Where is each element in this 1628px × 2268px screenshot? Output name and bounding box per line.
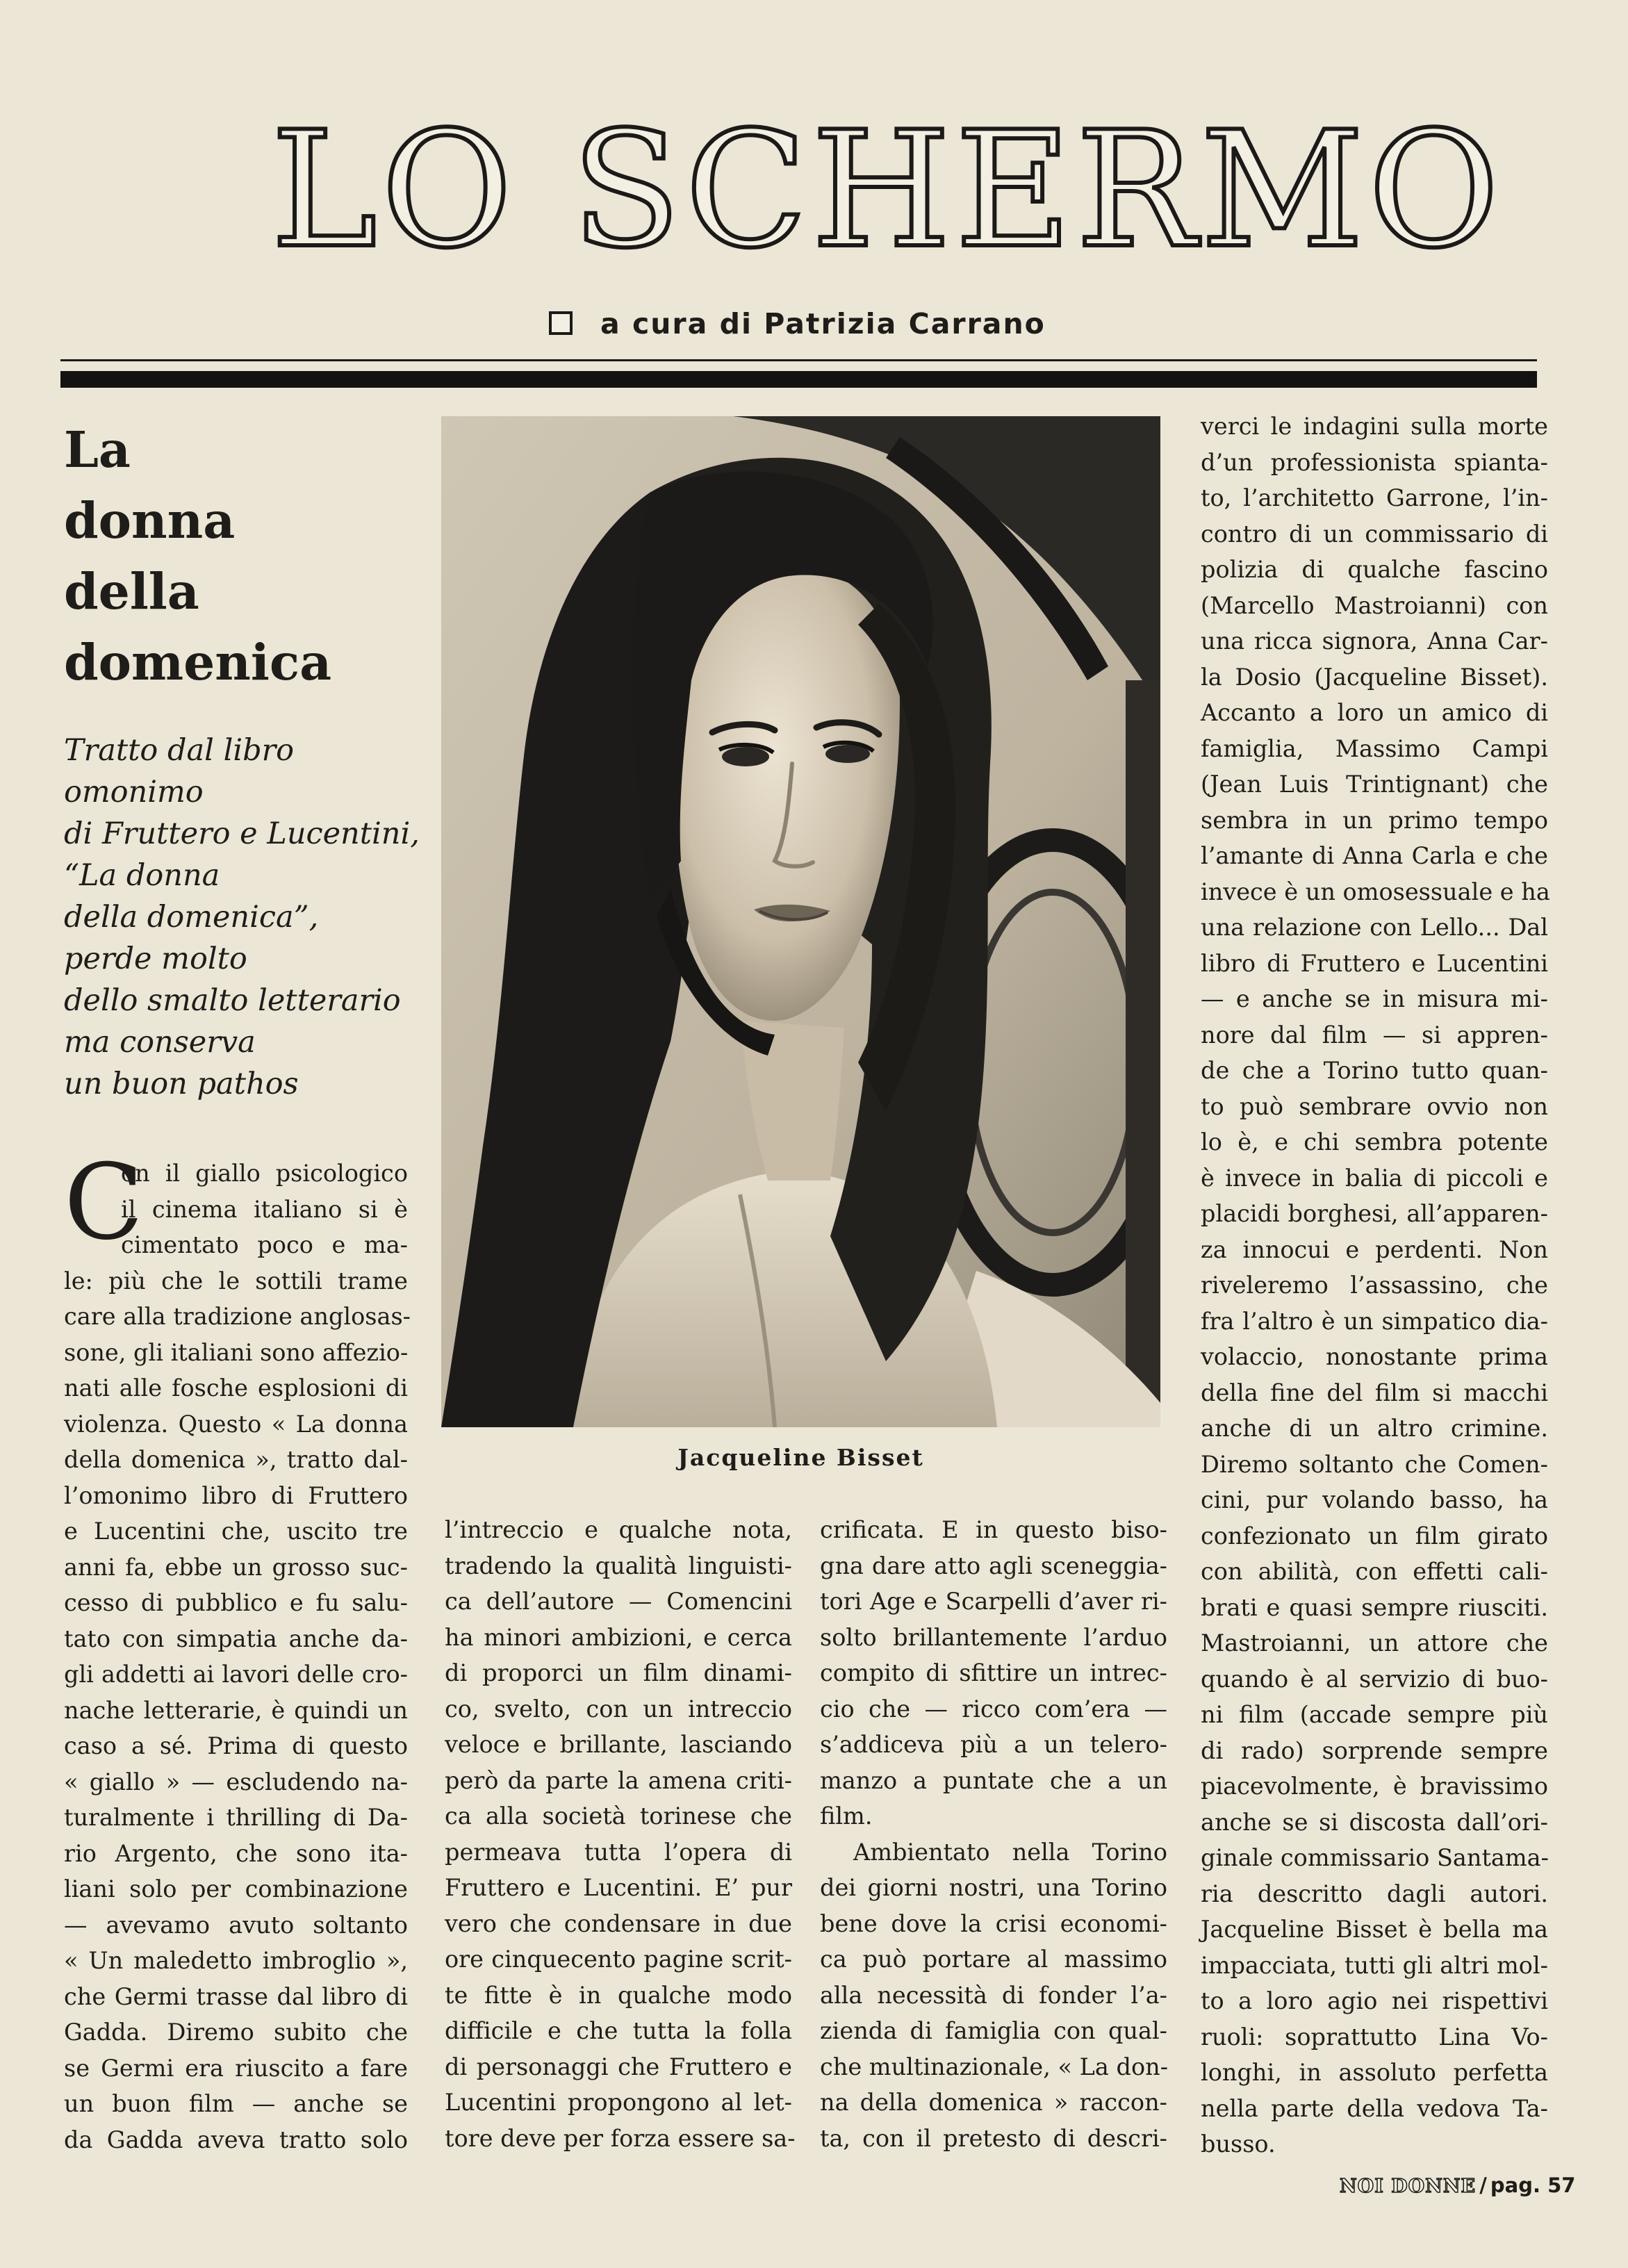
text-line: manzo a puntate che a un bbox=[820, 1766, 1167, 1794]
subhead-line: di Fruttero e Lucentini, bbox=[64, 816, 420, 851]
text-line: cio che — ricco com’era — bbox=[820, 1695, 1167, 1723]
text-line: anni fa, ebbe un grosso suc- bbox=[64, 1553, 408, 1581]
text-line: però da parte la amena criti- bbox=[445, 1766, 792, 1794]
text-line: — avevamo avuto soltanto bbox=[64, 1911, 408, 1939]
page-number: pag. 57 bbox=[1490, 2174, 1576, 2197]
text-line: na della domenica » raccon- bbox=[820, 2089, 1167, 2116]
subhead-line: “La donna bbox=[64, 858, 220, 893]
text-line: volaccio, nonostante prima bbox=[1201, 1343, 1548, 1370]
page-footer bbox=[1340, 2174, 1576, 2215]
text-line: ca dell’autore — Comencini bbox=[445, 1588, 792, 1615]
text-line: sone, gli italiani sono affezio- bbox=[64, 1338, 409, 1366]
text-line: « Un maledetto imbroglio », bbox=[64, 1947, 408, 1974]
subhead-line: un buon pathos bbox=[64, 1067, 299, 1101]
square-bullet-icon bbox=[549, 311, 573, 335]
text-line: « giallo » — escludendo na- bbox=[64, 1768, 408, 1796]
text-line: busso. bbox=[1201, 2130, 1276, 2158]
magazine-name: NOI DONNE bbox=[1340, 2176, 1477, 2197]
text-line: zienda di famiglia con qual- bbox=[820, 2017, 1167, 2044]
text-line: cimentato poco e ma- bbox=[121, 1231, 408, 1258]
text-line: se Germi era riuscito a fare bbox=[64, 2054, 408, 2082]
text-line: una ricca signora, Anna Car- bbox=[1201, 627, 1548, 655]
text-line: nati alle fosche esplosioni di bbox=[64, 1374, 408, 1402]
photo-caption: Jacqueline Bisset bbox=[677, 1444, 924, 1471]
text-line: difficile e che tutta la folla bbox=[445, 2017, 792, 2044]
text-line: caso a sé. Prima di questo bbox=[64, 1732, 408, 1759]
text-line: de che a Torino tutto quan- bbox=[1201, 1057, 1548, 1084]
text-line: tori Age e Scarpelli d’aver ri- bbox=[820, 1588, 1167, 1615]
text-line: ni film (accade sempre più bbox=[1201, 1701, 1548, 1728]
text-line: di proporci un film dinami- bbox=[445, 1659, 792, 1686]
text-line: to può sembrare ovvio non bbox=[1201, 1092, 1548, 1120]
text-line: il cinema italiano si è bbox=[121, 1195, 408, 1223]
text-line: s’addiceva più a un telero- bbox=[820, 1731, 1167, 1758]
text-line: crificata. E in questo biso- bbox=[820, 1516, 1167, 1543]
text-line: (Marcello Mastroianni) con bbox=[1201, 591, 1548, 619]
text-line: care alla tradizione anglosas- bbox=[64, 1303, 411, 1330]
text-line: vero che condensare in due bbox=[445, 1909, 792, 1937]
text-line: veloce e brillante, lasciando bbox=[445, 1731, 792, 1758]
text-line: ca può portare al massimo bbox=[820, 1946, 1167, 1973]
text-line: violenza. Questo « La donna bbox=[64, 1410, 408, 1438]
text-line: bene dove la crisi economi- bbox=[820, 1909, 1167, 1937]
headline-line: La bbox=[64, 420, 131, 479]
text-line: ruoli: soprattutto Lina Vo- bbox=[1201, 2023, 1548, 2051]
text-line: un buon film — anche se bbox=[64, 2090, 408, 2117]
text-line: impacciata, tutti gli altri mol- bbox=[1201, 1951, 1548, 1979]
text-line: è invece in balia di piccoli e bbox=[1201, 1164, 1548, 1192]
text-line: ca alla società torinese che bbox=[445, 1802, 792, 1830]
text-line: tato con simpatia anche da- bbox=[64, 1625, 408, 1652]
text-line: verci le indagini sulla morte bbox=[1201, 413, 1548, 440]
portrait-illustration bbox=[441, 416, 1160, 1427]
text-line: nache letterarie, è quindi un bbox=[64, 1696, 408, 1724]
text-line: nore dal film — si appren- bbox=[1201, 1021, 1548, 1049]
text-line: fra l’altro è un simpatico dia- bbox=[1201, 1307, 1548, 1335]
subhead-line: ma conserva bbox=[64, 1025, 256, 1060]
text-line: alla necessità di fonder l’a- bbox=[820, 1981, 1167, 2009]
text-line: da Gadda aveva tratto solo bbox=[64, 2126, 408, 2153]
text-line: della domenica », tratto dal- bbox=[64, 1446, 408, 1473]
text-line: l’amante di Anna Carla e che bbox=[1201, 842, 1548, 869]
text-line: contro di un commissario di bbox=[1201, 520, 1548, 548]
footer-separator: / bbox=[1479, 2174, 1487, 2197]
text-line: Lucentini propongono al let- bbox=[445, 2089, 792, 2116]
text-line: di personaggi che Fruttero e bbox=[445, 2053, 792, 2080]
text-line: brati e quasi sempre riusciti. bbox=[1201, 1593, 1548, 1621]
subhead-line: Tratto dal libro bbox=[64, 733, 295, 768]
masthead-title: LO SCHERMO bbox=[271, 98, 1504, 284]
text-line: longhi, in assoluto perfetta bbox=[1201, 2059, 1548, 2086]
text-line: on il giallo psicologico bbox=[121, 1160, 408, 1187]
subhead-line: perde molto bbox=[64, 942, 247, 976]
text-line: che multinazionale, « La don- bbox=[820, 2053, 1169, 2080]
text-line: e Lucentini che, uscito tre bbox=[64, 1518, 408, 1545]
portrait-photo bbox=[441, 416, 1160, 1427]
text-line: tradendo la qualità linguisti- bbox=[445, 1552, 792, 1579]
text-line: ta, con il pretesto di descri- bbox=[820, 2124, 1167, 2152]
text-line: cesso di pubblico e fu salu- bbox=[64, 1589, 408, 1616]
article-column-2 bbox=[445, 1512, 796, 2156]
subhead-line: omonimo bbox=[64, 775, 204, 810]
text-line: Ambientato nella Torino bbox=[853, 1838, 1167, 1866]
text-line: (Jean Luis Trintignant) che bbox=[1201, 771, 1548, 798]
text-line: dei giorni nostri, una Torino bbox=[820, 1874, 1167, 1901]
text-line: to, l’architetto Garrone, l’in- bbox=[1201, 484, 1548, 511]
text-line: Mastroianni, un attore che bbox=[1201, 1629, 1548, 1657]
text-line: liani solo per combinazione bbox=[64, 1875, 408, 1903]
text-line: film. bbox=[820, 1802, 873, 1830]
text-line: — e anche se in misura mi- bbox=[1201, 985, 1548, 1012]
text-line: Fruttero e Lucentini. E’ pur bbox=[445, 1874, 792, 1901]
text-line: gna dare atto agli sceneggia- bbox=[820, 1552, 1167, 1579]
text-line: le: più che le sottili trame bbox=[64, 1267, 408, 1295]
text-line: co, svelto, con un intreccio bbox=[445, 1695, 792, 1723]
text-line: tore deve per forza essere sa- bbox=[445, 2124, 796, 2152]
text-line: Diremo soltanto che Comen- bbox=[1201, 1450, 1548, 1478]
text-line: libro di Fruttero e Lucentini bbox=[1201, 949, 1548, 977]
text-line: famiglia, Massimo Campi bbox=[1201, 734, 1548, 762]
divider-thin bbox=[60, 359, 1537, 361]
article-column-3 bbox=[820, 1512, 1167, 2156]
text-line: ha minori ambizioni, e cerca bbox=[445, 1623, 792, 1651]
subhead-line: della domenica”, bbox=[64, 900, 319, 935]
text-line: d’un professionista spianta- bbox=[1201, 448, 1548, 476]
text-line: anche di un altro crimine. bbox=[1201, 1415, 1548, 1442]
text-line: che Germi trasse dal libro di bbox=[64, 1982, 408, 2010]
text-line: permeava tutta l’opera di bbox=[445, 1838, 792, 1866]
headline-line: domenica bbox=[64, 633, 332, 691]
text-line: polizia di qualche fascino bbox=[1201, 556, 1548, 583]
headline-line: donna bbox=[64, 491, 236, 550]
text-line: te fitte è in qualche modo bbox=[445, 1981, 792, 2009]
text-line: to a loro agio nei rispettivi bbox=[1201, 1987, 1548, 2014]
text-line: solto brillantemente l’arduo bbox=[820, 1623, 1167, 1651]
subhead-line: dello smalto letterario bbox=[64, 983, 401, 1018]
text-line: una relazione con Lello... Dal bbox=[1201, 914, 1548, 941]
article-column-4 bbox=[1201, 409, 1548, 2162]
text-line: di rado) sorprende sempre bbox=[1201, 1736, 1548, 1764]
text-line: anche se si discosta dall’ori- bbox=[1201, 1808, 1548, 1836]
text-line: confezionato un film girato bbox=[1201, 1522, 1548, 1550]
text-line: ginale commissario Santama- bbox=[1201, 1844, 1549, 1871]
text-line: Accanto a loro un amico di bbox=[1201, 699, 1548, 726]
text-line: nella parte della vedova Ta- bbox=[1201, 2094, 1548, 2122]
text-line: invece è un omosessuale e ha bbox=[1201, 878, 1550, 905]
text-line: Gadda. Diremo subito che bbox=[64, 2019, 408, 2046]
text-line: cini, pur volando basso, ha bbox=[1201, 1486, 1548, 1513]
headline-line: della bbox=[64, 562, 199, 621]
text-line: Jacqueline Bisset è bella ma bbox=[1201, 1916, 1548, 1943]
text-line: lo è, e chi sembra potente bbox=[1201, 1128, 1548, 1156]
byline bbox=[549, 303, 1174, 345]
drop-cap: C bbox=[64, 1142, 144, 1263]
text-line: turalmente i thrilling di Da- bbox=[64, 1804, 408, 1831]
text-line: della fine del film si macchi bbox=[1201, 1379, 1548, 1406]
text-line: sembra in un primo tempo bbox=[1201, 806, 1548, 834]
text-line: ore cinquecento pagine scrit- bbox=[445, 1946, 792, 1973]
text-line: piacevolmente, è bravissimo bbox=[1201, 1773, 1548, 1800]
article-column-1 bbox=[64, 1142, 411, 2158]
article-subhead bbox=[64, 730, 432, 1105]
text-line: gli addetti ai lavori delle cro- bbox=[64, 1661, 408, 1688]
text-line: compito di sfittire un intrec- bbox=[820, 1659, 1167, 1686]
text-line: con abilità, con effetti cali- bbox=[1201, 1558, 1548, 1585]
divider-thick bbox=[60, 371, 1537, 388]
text-line: l’omonimo libro di Fruttero bbox=[64, 1481, 408, 1509]
article-headline bbox=[64, 414, 425, 698]
text-line: l’intreccio e qualche nota, bbox=[445, 1516, 792, 1543]
text-line: ria descritto dagli autori. bbox=[1201, 1880, 1548, 1907]
text-line: riveleremo l’assassino, che bbox=[1201, 1272, 1548, 1299]
text-line: quando è al servizio di buo- bbox=[1201, 1665, 1548, 1693]
text-line: placidi borghesi, all’apparen- bbox=[1201, 1200, 1548, 1227]
text-line: la Dosio (Jacqueline Bisset). bbox=[1201, 663, 1548, 691]
byline-text: a cura di Patrizia Carrano bbox=[600, 307, 1046, 340]
text-line: rio Argento, che sono ita- bbox=[64, 1839, 408, 1867]
text-line: za innocui e perdenti. Non bbox=[1201, 1235, 1548, 1263]
